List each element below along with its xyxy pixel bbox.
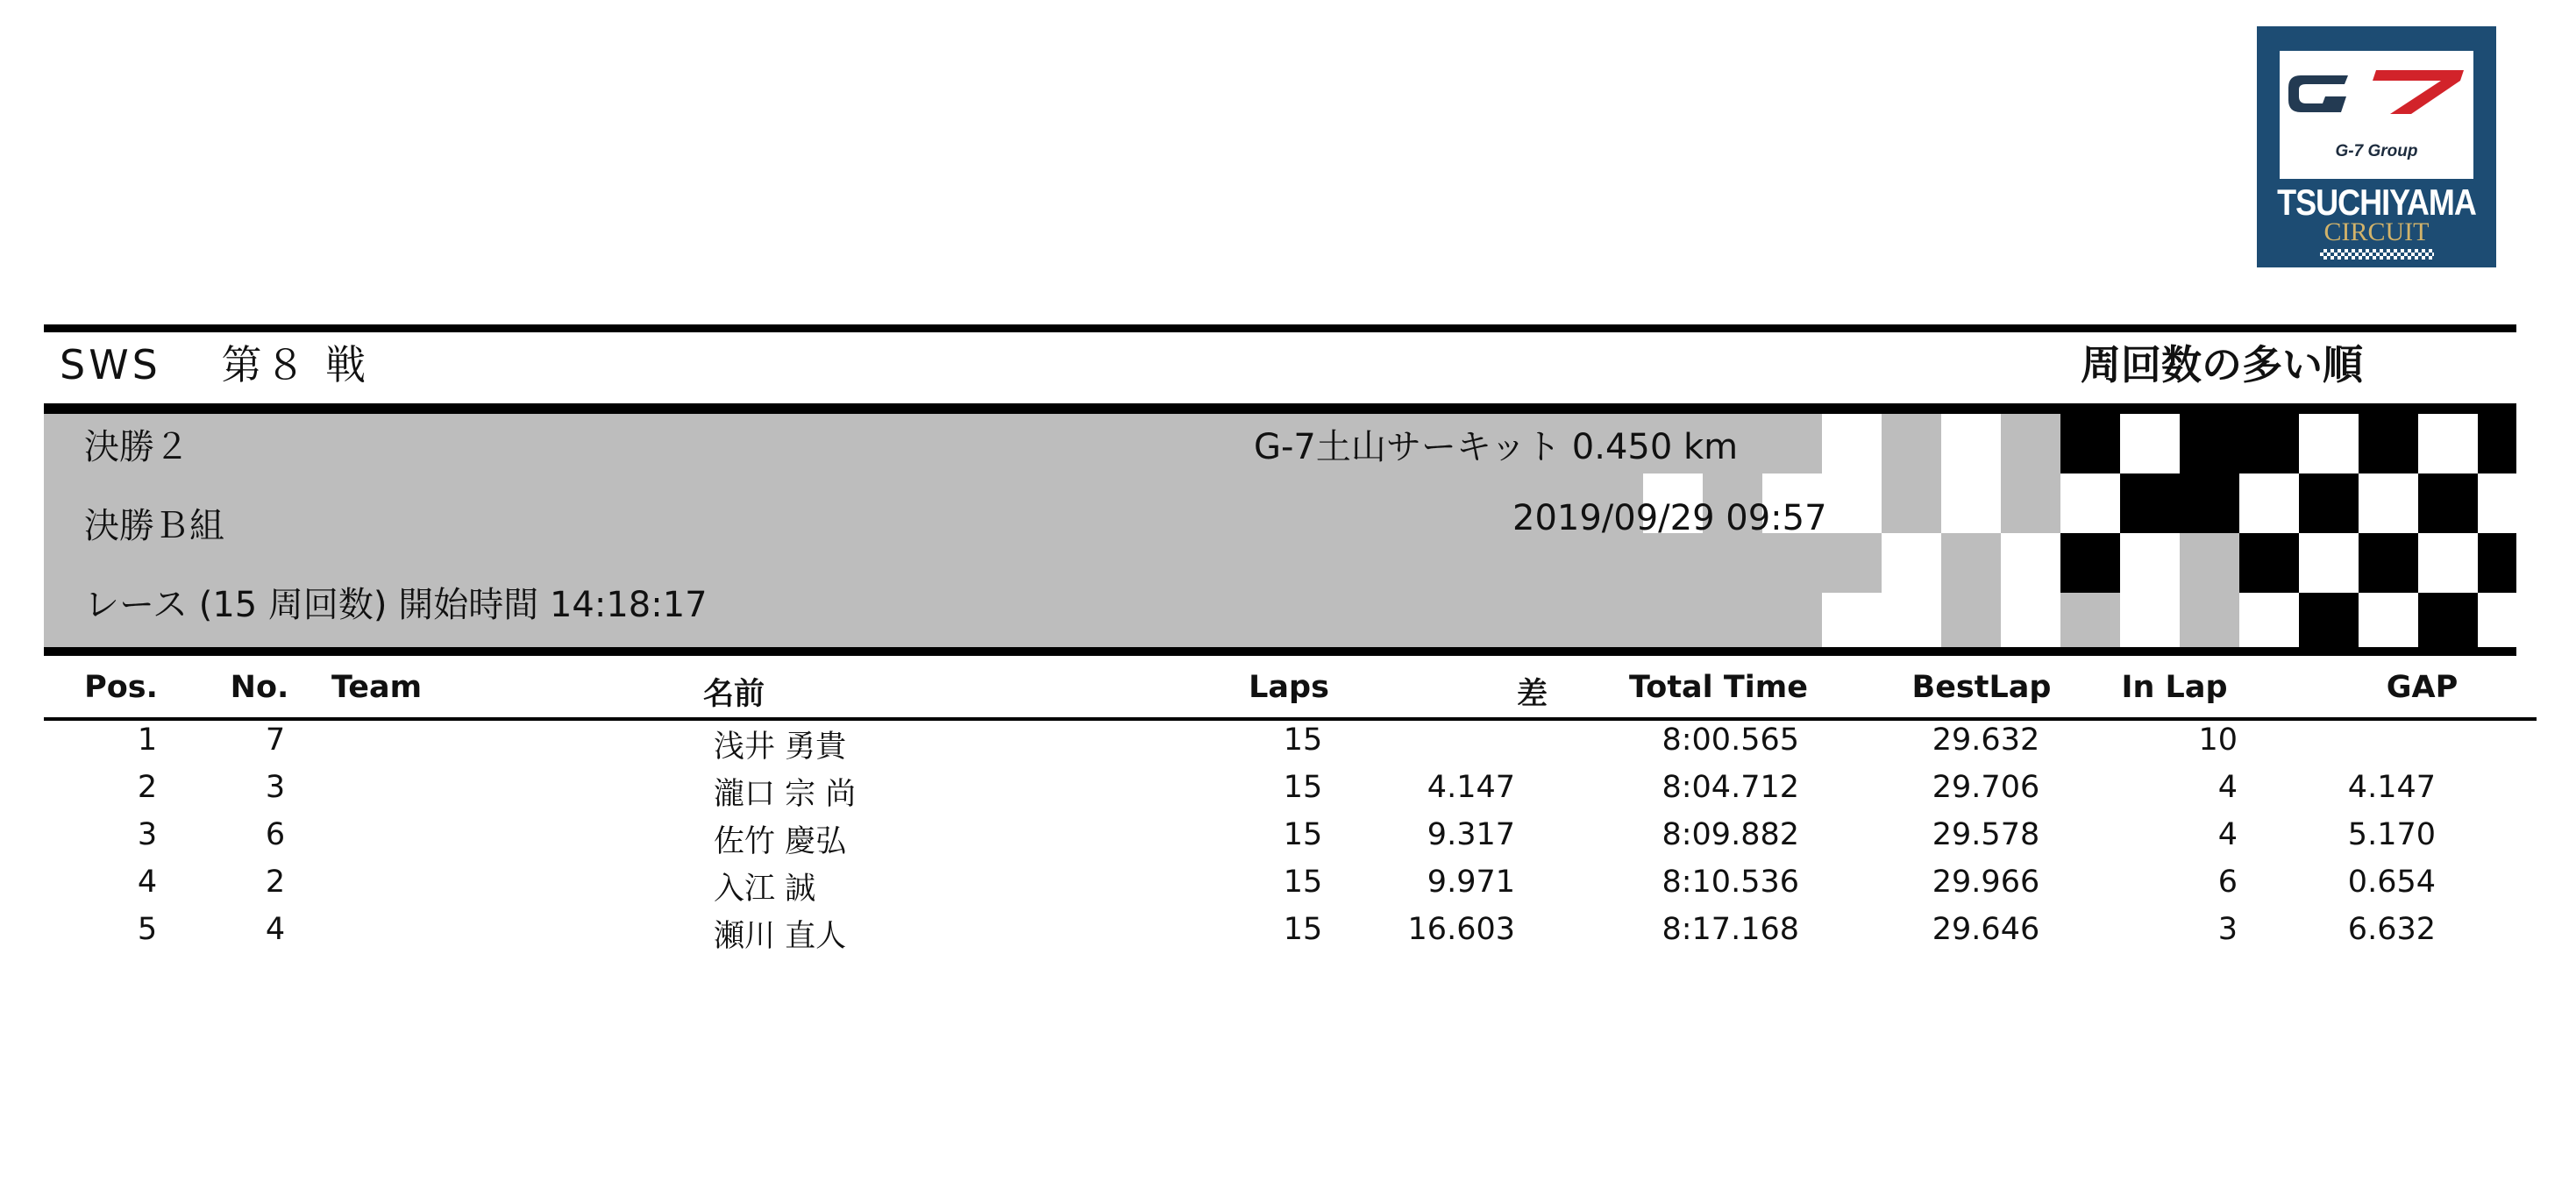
cell-total-time: 8:04.712 [1662,770,1799,805]
col-header-team: Team [331,670,423,705]
checker-square [2359,593,2418,647]
checker-square [2239,473,2299,533]
col-header-pos: Pos. [84,670,158,705]
checker-square [2180,414,2239,473]
cell-name: 瀧口 宗 尚 [714,777,857,812]
cell-inlap: 6 [2217,865,2238,900]
checker-square [2418,593,2478,647]
col-header-no: No. [230,670,289,705]
cell-no: 3 [265,770,286,805]
checker-square [2299,414,2359,473]
cell-laps: 15 [1283,817,1323,852]
logo-emblem [2280,51,2473,179]
checker-square [2359,473,2418,533]
checker-square [2001,533,2060,593]
cell-no: 4 [265,912,286,947]
cell-pos: 4 [137,865,158,900]
cell-diff: 16.603 [1407,912,1515,947]
checker-square [1822,593,1882,647]
checker-square [2239,414,2299,473]
cell-bestlap: 29.706 [1932,770,2040,805]
checker-square [2120,414,2180,473]
cell-pos: 3 [137,817,158,852]
cell-name: 佐竹 慶弘 [714,824,847,859]
logo-group-text: G-7 Group [2335,142,2418,160]
checker-square [2239,533,2299,593]
cell-gap: 4.147 [2347,770,2436,805]
cell-inlap: 3 [2217,912,2238,947]
cell-bestlap: 29.966 [1932,865,2040,900]
checker-square [2418,533,2478,593]
col-header-gap: GAP [2386,670,2459,705]
cell-diff: 9.971 [1427,865,1515,900]
logo-checker-strip [2320,249,2434,260]
race-info-band [44,414,2516,647]
checker-square [2359,414,2418,473]
cell-name: 瀬川 直人 [714,919,847,954]
band-bottom-rule [44,647,2516,656]
title-bottom-rule [44,403,2516,414]
col-header-laps: Laps [1249,670,1329,705]
cell-gap: 5.170 [2347,817,2436,852]
checker-square [2060,473,2120,533]
logo-name-line1: TSUCHIYAMA [2277,181,2476,223]
datetime-label: 2019/09/29 09:57 [1512,498,1827,538]
checker-square [1822,414,1882,473]
group-label: 決勝Ｂ組 [84,506,224,546]
logo-name-line2: CIRCUIT [2323,217,2430,246]
checker-square [1882,593,1941,647]
checker-square [2478,473,2516,533]
top-rule [44,324,2516,332]
cell-inlap: 10 [2198,723,2238,758]
cell-laps: 15 [1283,723,1323,758]
circuit-label: G-7土山サーキット 0.450 km [1254,427,1739,467]
cell-laps: 15 [1283,912,1323,947]
sort-order-label: 周回数の多い順 [2081,341,2363,388]
col-header-inlap: In Lap [2121,670,2228,705]
checker-square [2418,414,2478,473]
cell-total-time: 8:17.168 [1662,912,1799,947]
col-header-diff: 差 [1516,677,1548,712]
cell-laps: 15 [1283,770,1323,805]
checker-square [2299,533,2359,593]
cell-name: 浅井 勇貴 [714,730,847,765]
cell-gap: 6.632 [2347,912,2436,947]
g7-mark-icon [2280,51,2473,139]
cell-diff: 4.147 [1427,770,1515,805]
cell-inlap: 4 [2217,770,2238,805]
checker-square [1822,473,1882,533]
session-label: 決勝２ [84,427,189,467]
checker-square [2478,593,2516,647]
cell-no: 7 [265,723,286,758]
col-header-total-time: Total Time [1629,670,1808,705]
checker-square [2478,414,2516,473]
header-rule [44,717,2537,721]
cell-total-time: 8:10.536 [1662,865,1799,900]
checker-square [2120,533,2180,593]
checker-square [1941,414,2001,473]
checker-square [2239,593,2299,647]
checker-square [2001,593,2060,647]
cell-pos: 1 [137,723,158,758]
checker-square [2418,473,2478,533]
cell-gap: 0.654 [2347,865,2436,900]
checker-square [2359,533,2418,593]
checker-square [1941,473,2001,533]
col-header-bestlap: BestLap [1911,670,2052,705]
cell-bestlap: 29.646 [1932,912,2040,947]
checker-square [2299,593,2359,647]
cell-diff: 9.317 [1427,817,1515,852]
checker-square [2478,533,2516,593]
checker-square [2060,414,2120,473]
cell-bestlap: 29.578 [1932,817,2040,852]
cell-no: 6 [265,817,286,852]
cell-pos: 5 [137,912,158,947]
race-info-label: レース (15 周回数) 開始時間 14:18:17 [84,585,708,625]
col-header-name: 名前 [703,677,765,712]
checker-square [1882,533,1941,593]
checker-square [2299,473,2359,533]
checker-square [2120,473,2180,533]
cell-total-time: 8:00.565 [1662,723,1799,758]
checker-square [2180,473,2239,533]
cell-total-time: 8:09.882 [1662,817,1799,852]
cell-laps: 15 [1283,865,1323,900]
checker-square [2060,533,2120,593]
cell-inlap: 4 [2217,817,2238,852]
circuit-logo [2257,26,2496,267]
cell-name: 入江 誠 [714,872,816,907]
cell-bestlap: 29.632 [1932,723,2040,758]
checker-square [2120,593,2180,647]
event-title: SWS 第８ 戦 [60,341,370,388]
cell-pos: 2 [137,770,158,805]
cell-no: 2 [265,865,286,900]
